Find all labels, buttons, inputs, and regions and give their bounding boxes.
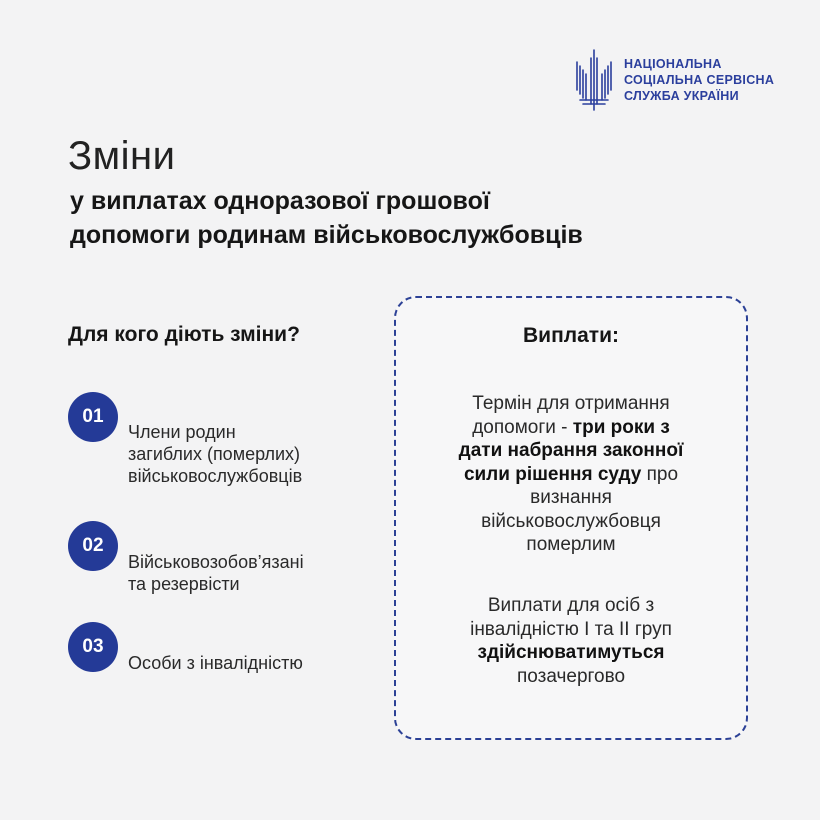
brand-line-2: СОЦІАЛЬНА СЕРВІСНА bbox=[624, 73, 775, 87]
page-title: Зміни bbox=[68, 134, 176, 178]
payments-card bbox=[394, 296, 748, 740]
number-badge: 02 bbox=[68, 521, 118, 571]
block-bold-text: сили рішення суду bbox=[463, 463, 642, 485]
block-line: позачергово bbox=[516, 665, 626, 687]
block-line: військовослужбовця bbox=[481, 510, 661, 532]
disability-payments-block bbox=[396, 594, 746, 688]
left-heading: Для кого діють зміни? bbox=[68, 323, 300, 346]
brand-name bbox=[624, 56, 774, 104]
list-item-line: Особи з інвалідністю bbox=[128, 653, 303, 673]
list-item-line: Члени родин bbox=[128, 422, 236, 442]
block-line: Термін для отримання bbox=[472, 393, 670, 414]
block-line bbox=[396, 463, 746, 487]
list-item-text bbox=[128, 421, 302, 487]
list-item-text bbox=[128, 551, 304, 595]
page-subtitle bbox=[70, 184, 583, 252]
block-bold-text: здійснюватимуться bbox=[477, 642, 665, 663]
list-item-line: загиблих (померлих) bbox=[128, 444, 301, 464]
payment-term-block bbox=[396, 392, 746, 557]
list-item-line: та резервісти bbox=[128, 574, 240, 594]
list-item-text bbox=[128, 652, 303, 674]
number-badge: 01 bbox=[68, 392, 118, 442]
block-bold-text: дати набрання законної bbox=[458, 440, 684, 461]
brand-logo bbox=[574, 48, 774, 112]
block-line bbox=[396, 641, 746, 665]
block-line bbox=[396, 416, 746, 440]
brand-line-3: СЛУЖБА УКРАЇНИ bbox=[624, 89, 739, 103]
block-text: допомоги - bbox=[472, 416, 573, 438]
block-line: інвалідністю I та II груп bbox=[470, 618, 672, 640]
brand-line-1: НАЦІОНАЛЬНА bbox=[624, 57, 722, 71]
block-bold-text: три роки з bbox=[572, 416, 670, 438]
list-item-line: військовослужбовців bbox=[128, 466, 303, 486]
list-item-line: Військовозобов’язані bbox=[128, 552, 304, 572]
block-line: визнання bbox=[530, 487, 612, 508]
trident-emblem-icon bbox=[574, 48, 614, 112]
block-text: про bbox=[641, 463, 679, 485]
subtitle-line-2: допомоги родинам військовослужбовців bbox=[70, 221, 583, 249]
card-heading: Виплати: bbox=[523, 324, 619, 347]
subtitle-line-1: у виплатах одноразової грошової bbox=[70, 187, 490, 215]
block-line: Виплати для осіб з bbox=[487, 595, 655, 616]
block-line bbox=[396, 439, 746, 463]
number-badge: 03 bbox=[68, 622, 118, 672]
block-line: померлим bbox=[526, 534, 616, 555]
